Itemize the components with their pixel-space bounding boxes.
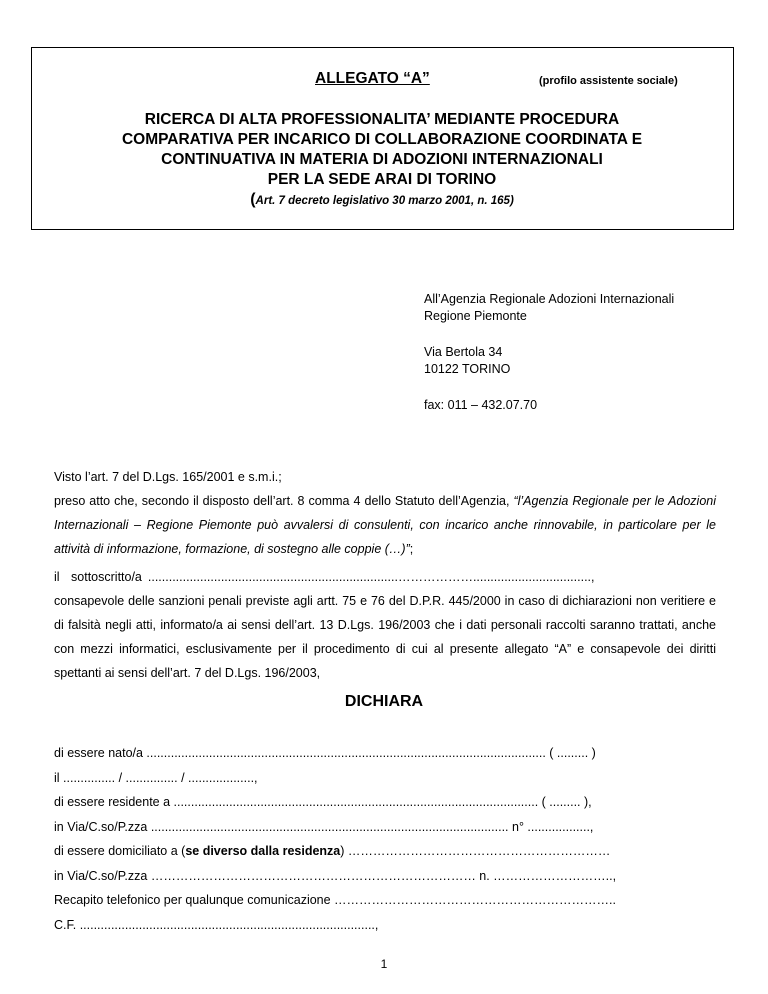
- title-line: CONTINUATIVA IN MATERIA DI ADOZIONI INTERNAZIONALI: [161, 151, 603, 168]
- dichiara-heading: DICHIARA: [344, 693, 424, 710]
- statuto-quote: “l’Agenzia Regionale per le Adozioni Internazionali – Regione Piemonte può avvalersi di consulenti, con incarico anche rinnovabile, in particolare per le attività di informazione, formazione, di sostegno alle coppie (…)”: [54, 494, 716, 556]
- preso-atto-suffix: ;: [409, 542, 414, 556]
- sottoscritto-line: [54, 565, 716, 589]
- legal-reference-paren: (: [250, 191, 256, 208]
- residence-field[interactable]: di essere residente a ......................................................................................................... ( ......... ),: [54, 795, 592, 809]
- allegato-title: ALLEGATO “A”: [315, 70, 430, 87]
- preso-atto-paragraph: [54, 489, 716, 561]
- main-title: [32, 110, 732, 190]
- body-text: [54, 465, 716, 685]
- title-line: COMPARATIVA PER INCARICO DI COLLABORAZIONE COORDINATA E: [121, 131, 643, 148]
- domicile-prefix: di essere domiciliato a (: [54, 844, 186, 858]
- page-number: 1: [380, 957, 388, 971]
- sottoscritto-label: il sottoscritto/a: [54, 570, 142, 584]
- domicile-street-field[interactable]: in Via/C.so/P.zza …………………………………………………………………… n. ………………………..,: [54, 868, 617, 883]
- header-box: [31, 47, 734, 230]
- phone-field[interactable]: Recapito telefonico per qualunque comunicazione …………………………………………………………..: [54, 893, 616, 907]
- consapevole-paragraph: consapevole delle sanzioni penali previste agli artt. 75 e 76 del D.P.R. 445/2000 in caso di dichiarazioni non veritiere e di falsità negli atti, informato/a ai sensi dell’art. 13 D.Lgs. 196/2003 che i dati personali raccolti saranno trattati, anche con mezzi informatici, esclusivamente per il procedimento di cui al presente allegato “A” e consapevole dei diritti spettanti ai sensi dell’art. 7 del D.Lgs. 196/2003,: [54, 594, 716, 680]
- legal-reference: [32, 191, 732, 209]
- domicile-suffix: ) ………………………………………………………: [340, 844, 611, 858]
- recipient-region: Regione Piemonte: [424, 309, 527, 323]
- title-line: PER LA SEDE ARAI DI TORINO: [267, 171, 497, 188]
- profile-note: (profilo assistente sociale): [539, 75, 678, 87]
- birthdate-field[interactable]: il ............... / ............... / ...................,: [54, 770, 258, 785]
- sottoscritto-field[interactable]: ........................................................................………………..................................,: [147, 570, 595, 584]
- recipient-street: Via Bertola 34: [424, 345, 503, 359]
- domicile-condition: se diverso dalla residenza: [185, 844, 341, 858]
- birthplace-field[interactable]: di essere nato/a ................................................................................................................... ( ......... ): [54, 746, 596, 760]
- preso-atto-prefix: preso atto che, secondo il disposto dell’art. 8 comma 4 dello Statuto dell’Agenzia,: [54, 494, 514, 508]
- domicile-field[interactable]: [54, 839, 720, 864]
- residence-street-field[interactable]: in Via/C.so/P.zza ....................................................................................................... n° ..................,: [54, 819, 594, 834]
- recipient-address: [424, 291, 674, 414]
- declaration-form: [54, 741, 720, 937]
- visto-paragraph: Visto l’art. 7 del D.Lgs. 165/2001 e s.m.i.;: [54, 470, 282, 484]
- recipient-fax: fax: 011 – 432.07.70: [424, 398, 538, 412]
- title-line: RICERCA DI ALTA PROFESSIONALITA’ MEDIANTE PROCEDURA: [144, 111, 620, 128]
- tax-code-field[interactable]: C.F. .....................................................................................,: [54, 917, 379, 932]
- recipient-city: 10122 TORINO: [424, 362, 511, 376]
- legal-reference-text: Art. 7 decreto legislativo 30 marzo 2001, n. 165): [255, 195, 514, 207]
- recipient-org: All’Agenzia Regionale Adozioni Internazionali: [424, 292, 675, 306]
